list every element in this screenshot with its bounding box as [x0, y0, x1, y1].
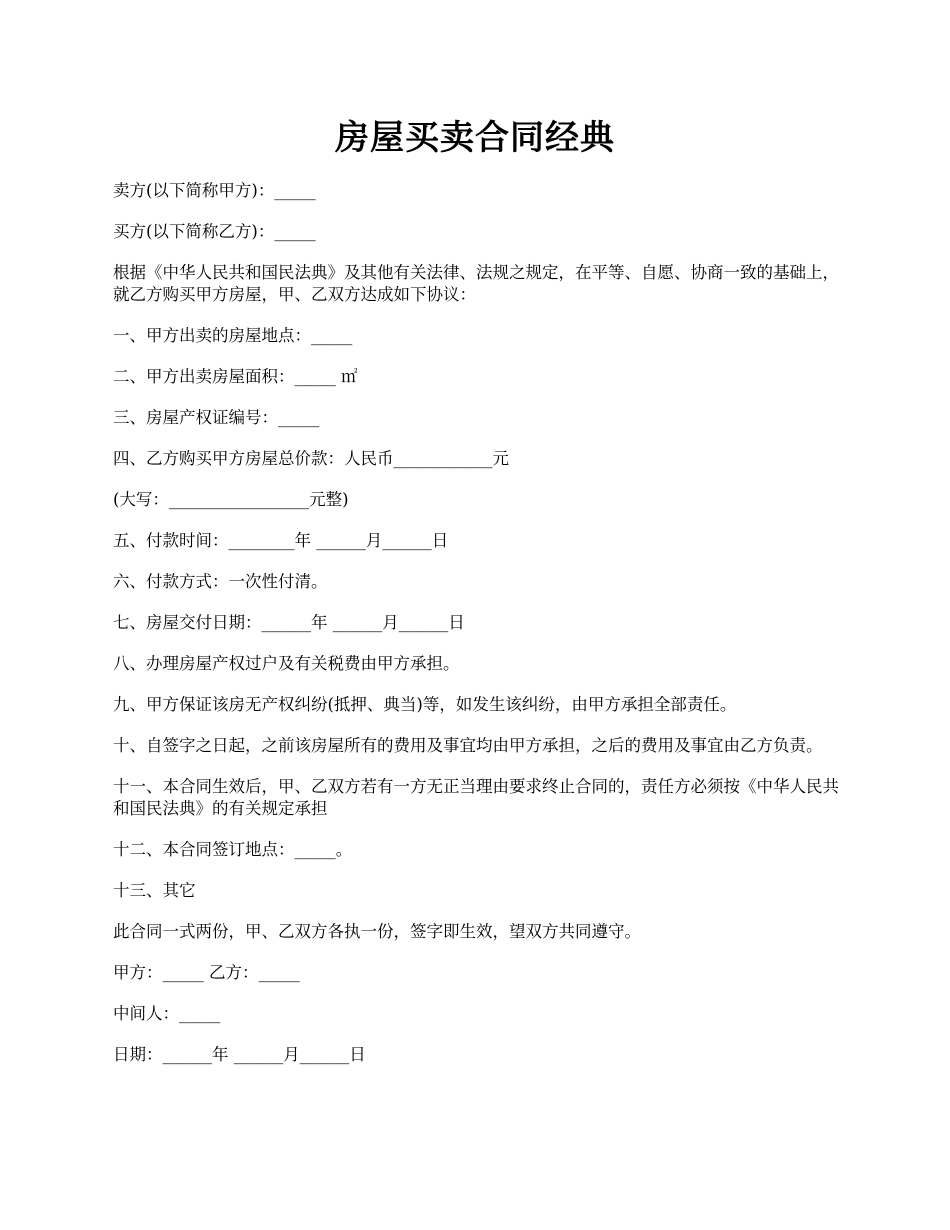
- clause-11-termination: 十一、本合同生效后，甲、乙双方若有一方无正当理由要求终止合同的，责任方必须按《中华人民共和国民法典》的有关规定承担: [113, 777, 839, 818]
- seller-line: 卖方(以下简称甲方)：_____: [113, 181, 316, 200]
- clause-2-area: 二、甲方出卖房屋面积：_____ ㎡: [113, 367, 358, 386]
- clause-4-price: 四、乙方购买甲方房屋总价款：人民币____________元: [113, 449, 509, 468]
- clause-3-certificate: 三、房屋产权证编号：_____: [113, 408, 320, 427]
- clause-9-guarantee: 九、甲方保证该房无产权纠纷(抵押、典当)等，如发生该纠纷，由甲方承担全部责任。: [113, 695, 737, 714]
- clause-5-payment-time: 五、付款时间：________年 ______月______日: [113, 531, 449, 550]
- clause-1-location: 一、甲方出卖的房屋地点：_____: [113, 326, 353, 345]
- clause-10-expenses: 十、自签字之日起，之前该房屋所有的费用及事宜均由甲方承担，之后的费用及事宜由乙方负责。: [113, 736, 823, 755]
- clause-8-transfer-fees: 八、办理房屋产权过户及有关税费由甲方承担。: [113, 654, 460, 673]
- clause-12-signing-place: 十二、本合同签订地点：_____。: [113, 840, 353, 859]
- signature-parties-line: 甲方：_____ 乙方：_____: [113, 963, 300, 982]
- buyer-line: 买方(以下简称乙方)：_____: [113, 222, 316, 241]
- clause-6-payment-method: 六、付款方式：一次性付清。: [113, 572, 328, 591]
- copies-paragraph: 此合同一式两份，甲、乙双方各执一份，签字即生效，望双方共同遵守。: [113, 922, 641, 941]
- document-body: [113, 180, 843, 1085]
- clause-4-price-capital: (大写：_________________元整): [113, 490, 349, 509]
- date-line: 日期：______年 ______月______日: [113, 1045, 366, 1064]
- preamble-paragraph: 根据《中华人民共和国民法典》及其他有关法律、法规之规定，在平等、自愿、协商一致的基础上，就乙方购买甲方房屋，甲、乙双方达成如下协议：: [113, 263, 839, 304]
- clause-7-delivery-date: 七、房屋交付日期：______年 ______月______日: [113, 613, 465, 632]
- clause-13-other: 十三、其它: [113, 881, 196, 900]
- document-title: 房屋买卖合同经典: [335, 118, 615, 158]
- intermediary-line: 中间人：_____: [113, 1004, 221, 1023]
